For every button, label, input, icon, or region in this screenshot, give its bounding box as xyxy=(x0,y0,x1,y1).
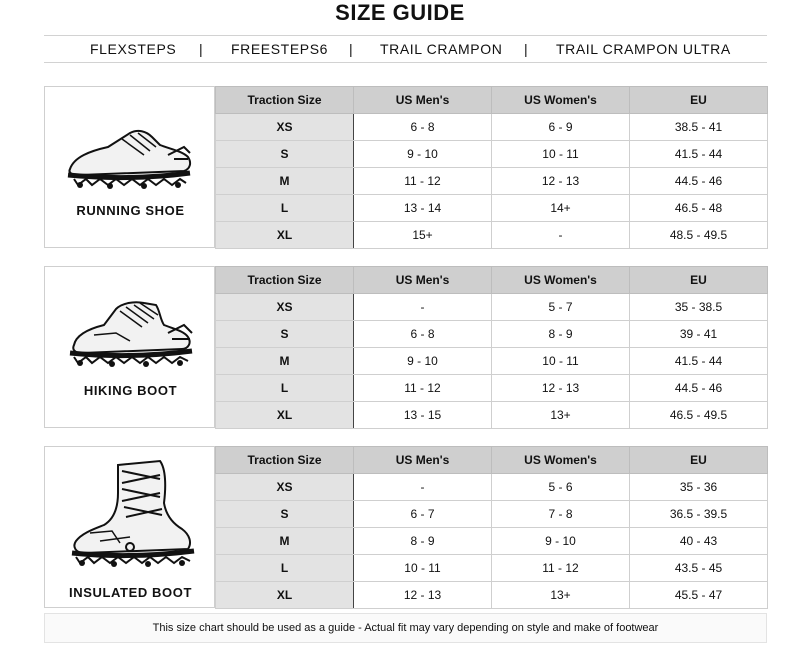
us-mens-cell: 13 - 14 xyxy=(354,195,492,222)
table-row xyxy=(216,348,768,375)
us-womens-cell: 13+ xyxy=(492,402,630,429)
eu-cell: 35 - 38.5 xyxy=(630,294,768,321)
size-cell: M xyxy=(216,348,354,375)
size-cell: L xyxy=(216,375,354,402)
us-womens-cell: 5 - 7 xyxy=(492,294,630,321)
eu-cell: 41.5 - 44 xyxy=(630,348,768,375)
table-row xyxy=(216,294,768,321)
us-womens-cell: 5 - 6 xyxy=(492,474,630,501)
table-row xyxy=(216,195,768,222)
us-mens-cell: 11 - 12 xyxy=(354,375,492,402)
us-mens-cell: 15+ xyxy=(354,222,492,249)
table-row xyxy=(216,375,768,402)
size-cell: M xyxy=(216,528,354,555)
us-womens-cell: 7 - 8 xyxy=(492,501,630,528)
column-header: US Men's xyxy=(354,447,492,474)
column-header: US Women's xyxy=(492,447,630,474)
shoe-label: RUNNING SHOE xyxy=(76,203,185,218)
column-header: EU xyxy=(630,447,768,474)
us-womens-cell: 6 - 9 xyxy=(492,114,630,141)
column-header: EU xyxy=(630,87,768,114)
eu-cell: 35 - 36 xyxy=(630,474,768,501)
table-row xyxy=(216,141,768,168)
column-header: US Men's xyxy=(354,267,492,294)
eu-cell: 43.5 - 45 xyxy=(630,555,768,582)
table-row xyxy=(216,528,768,555)
us-womens-cell: - xyxy=(492,222,630,249)
column-header: US Women's xyxy=(492,87,630,114)
nav-item-trail-crampon-ultra[interactable]: TRAIL CRAMPON ULTRA xyxy=(556,41,731,57)
us-mens-cell: - xyxy=(354,474,492,501)
shoe-panel xyxy=(44,86,215,248)
table-row xyxy=(216,501,768,528)
us-mens-cell: 6 - 7 xyxy=(354,501,492,528)
size-cell: L xyxy=(216,555,354,582)
nav-separator: | xyxy=(524,41,529,57)
table-row xyxy=(216,321,768,348)
size-table xyxy=(215,446,768,609)
us-womens-cell: 10 - 11 xyxy=(492,348,630,375)
eu-cell: 41.5 - 44 xyxy=(630,141,768,168)
us-womens-cell: 12 - 13 xyxy=(492,375,630,402)
shoe-panel xyxy=(44,266,215,428)
nav-item-flexsteps[interactable]: FLEXSTEPS xyxy=(90,41,177,57)
us-womens-cell: 9 - 10 xyxy=(492,528,630,555)
table-row xyxy=(216,114,768,141)
us-mens-cell: 12 - 13 xyxy=(354,582,492,609)
size-cell: S xyxy=(216,141,354,168)
us-mens-cell: 9 - 10 xyxy=(354,141,492,168)
eu-cell: 36.5 - 39.5 xyxy=(630,501,768,528)
size-cell: XL xyxy=(216,222,354,249)
us-mens-cell: 9 - 10 xyxy=(354,348,492,375)
eu-cell: 45.5 - 47 xyxy=(630,582,768,609)
table-row xyxy=(216,582,768,609)
size-section-hiking-boot xyxy=(44,266,767,428)
size-section-running-shoe xyxy=(44,86,767,248)
table-row xyxy=(216,474,768,501)
us-womens-cell: 12 - 13 xyxy=(492,168,630,195)
page-title: SIZE GUIDE xyxy=(335,0,465,25)
shoe-panel xyxy=(44,446,215,608)
table-header-row xyxy=(216,447,768,474)
nav-item-trail-crampon[interactable]: TRAIL CRAMPON xyxy=(380,41,503,57)
eu-cell: 38.5 - 41 xyxy=(630,114,768,141)
nav-item-freesteps6[interactable]: FREESTEPS6 xyxy=(231,41,329,57)
size-cell: XL xyxy=(216,402,354,429)
column-header: US Women's xyxy=(492,267,630,294)
size-cell: L xyxy=(216,195,354,222)
size-table xyxy=(215,86,768,249)
us-womens-cell: 14+ xyxy=(492,195,630,222)
column-header: Traction Size xyxy=(216,267,354,294)
column-header: Traction Size xyxy=(216,447,354,474)
footnote: This size chart should be used as a guide - Actual fit may vary depending on style and make of footwear xyxy=(44,613,767,643)
table-header-row xyxy=(216,267,768,294)
us-womens-cell: 8 - 9 xyxy=(492,321,630,348)
size-cell: XS xyxy=(216,294,354,321)
shoe-label: HIKING BOOT xyxy=(83,383,178,398)
eu-cell: 44.5 - 46 xyxy=(630,375,768,402)
table-row xyxy=(216,555,768,582)
table-row xyxy=(216,222,768,249)
product-nav xyxy=(44,35,767,63)
us-mens-cell: 8 - 9 xyxy=(354,528,492,555)
size-cell: XS xyxy=(216,114,354,141)
us-mens-cell: 13 - 15 xyxy=(354,402,492,429)
eu-cell: 46.5 - 48 xyxy=(630,195,768,222)
eu-cell: 48.5 - 49.5 xyxy=(630,222,768,249)
size-table xyxy=(215,266,768,429)
eu-cell: 39 - 41 xyxy=(630,321,768,348)
size-cell: XS xyxy=(216,474,354,501)
eu-cell: 46.5 - 49.5 xyxy=(630,402,768,429)
us-mens-cell: 6 - 8 xyxy=(354,321,492,348)
us-mens-cell: - xyxy=(354,294,492,321)
column-header: US Men's xyxy=(354,87,492,114)
us-womens-cell: 11 - 12 xyxy=(492,555,630,582)
table-header-row xyxy=(216,87,768,114)
nav-separator: | xyxy=(199,41,204,57)
us-mens-cell: 10 - 11 xyxy=(354,555,492,582)
nav-separator: | xyxy=(349,41,354,57)
us-womens-cell: 10 - 11 xyxy=(492,141,630,168)
size-section-insulated-boot xyxy=(44,446,767,608)
size-cell: XL xyxy=(216,582,354,609)
column-header: Traction Size xyxy=(216,87,354,114)
table-row xyxy=(216,402,768,429)
table-row xyxy=(216,168,768,195)
size-cell: M xyxy=(216,168,354,195)
insulated-boot-icon xyxy=(60,457,200,569)
eu-cell: 40 - 43 xyxy=(630,528,768,555)
eu-cell: 44.5 - 46 xyxy=(630,168,768,195)
size-cell: S xyxy=(216,321,354,348)
us-mens-cell: 11 - 12 xyxy=(354,168,492,195)
running-shoe-icon xyxy=(60,125,200,195)
size-cell: S xyxy=(216,501,354,528)
us-mens-cell: 6 - 8 xyxy=(354,114,492,141)
hiking-boot-icon xyxy=(60,297,200,369)
us-womens-cell: 13+ xyxy=(492,582,630,609)
column-header: EU xyxy=(630,267,768,294)
shoe-label: INSULATED BOOT xyxy=(69,585,192,600)
